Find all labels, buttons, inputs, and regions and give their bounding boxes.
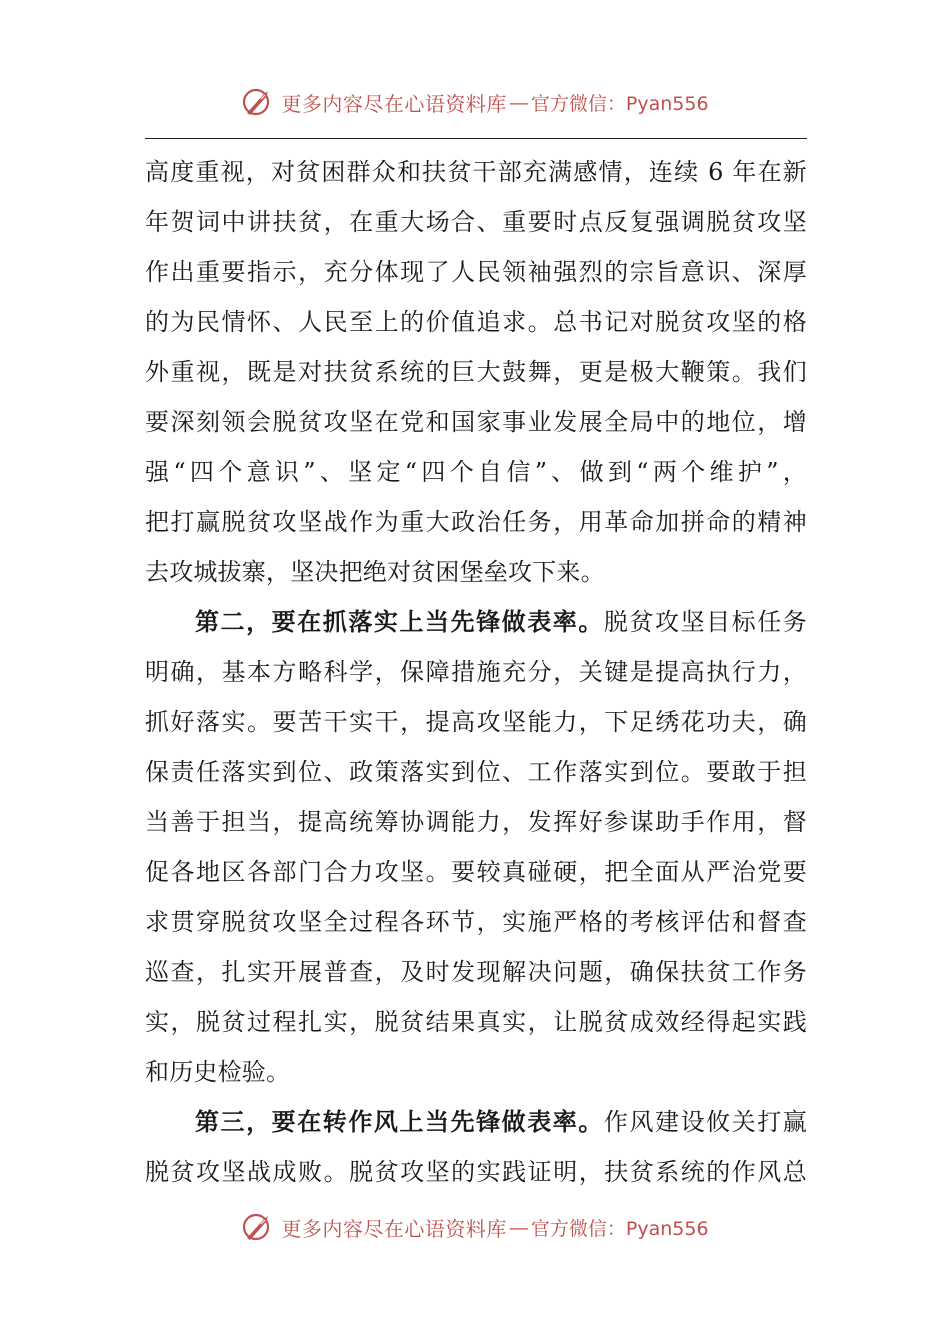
paragraph-2-heading: 第二，要在抓落实上当先锋做表率。 [195,608,604,636]
text-line: 强“四个意识”、坚定“四个自信”、做到“两个维护”， [145,458,807,486]
paragraph-3-first-line [145,1097,807,1147]
text-line: 作出重要指示，充分体现了人民领袖强烈的宗旨意识、深厚 [145,258,807,286]
text-line: 促各地区各部门合力攻坚。要较真碰硬，把全面从严治党要 [145,858,807,886]
paragraph-3-heading: 第三，要在转作风上当先锋做表率。 [195,1108,604,1136]
pen-nib-logo-icon [241,1210,275,1244]
text-line: 当善于担当，提高统筹协调能力，发挥好参谋助手作用，督 [145,808,807,836]
banner-wechat-text: 官方微信：Pyan556 [530,92,709,115]
text-line: 高度重视，对贫困群众和扶贫干部充满感情，连续 6 年在新 [145,158,807,186]
text-line: 和历史检验。 [145,1058,291,1086]
text-line: 外重视，既是对扶贫系统的巨大鼓舞，更是极大鞭策。我们 [145,358,807,386]
text-line: 实，脱贫过程扎实，脱贫结果真实，让脱贫成效经得起实践 [145,1008,807,1036]
header-banner [0,82,950,122]
footer-banner [0,1207,950,1247]
text-line: 脱贫攻坚战成败。脱贫攻坚的实践证明，扶贫系统的作风总 [145,1158,807,1186]
paragraph-2-first-rest: 脱贫攻坚目标任务 [603,608,807,636]
banner-wechat-text: 官方微信：Pyan556 [530,1217,709,1240]
paragraph-3-first-rest: 作风建设攸关打赢 [603,1108,807,1136]
text-line: 保责任落实到位、政策落实到位、工作落实到位。要敢于担 [145,758,807,786]
text-line: 求贯穿脱贫攻坚全过程各环节，实施严格的考核评估和督查 [145,908,807,936]
banner-dash: — [508,90,529,114]
banner-dash: — [508,1215,529,1239]
text-line: 去攻城拔寨，坚决把绝对贫困堡垒攻下来。 [145,558,605,586]
text-line: 的为民情怀、人民至上的价值追求。总书记对脱贫攻坚的格 [145,308,807,336]
text-line: 年贺词中讲扶贫，在重大场合、重要时点反复强调脱贫攻坚 [145,208,807,236]
text-line: 明确，基本方略科学，保障措施充分，关键是提高执行力， [145,658,807,686]
header-divider [145,138,807,139]
pen-nib-logo-icon [241,85,275,119]
banner-brand-text: 更多内容尽在心语资料库 [281,1216,507,1241]
text-line: 抓好落实。要苦干实干，提高攻坚能力，下足绣花功夫，确 [145,708,807,736]
banner-brand-text: 更多内容尽在心语资料库 [281,91,507,116]
text-line: 把打赢脱贫攻坚战作为重大政治任务，用革命加拼命的精神 [145,508,807,536]
document-body [145,147,807,1197]
paragraph-2-first-line [145,597,807,647]
text-line: 巡查，扎实开展普查，及时发现解决问题，确保扶贫工作务 [145,958,807,986]
text-line: 要深刻领会脱贫攻坚在党和国家事业发展全局中的地位，增 [145,408,807,436]
